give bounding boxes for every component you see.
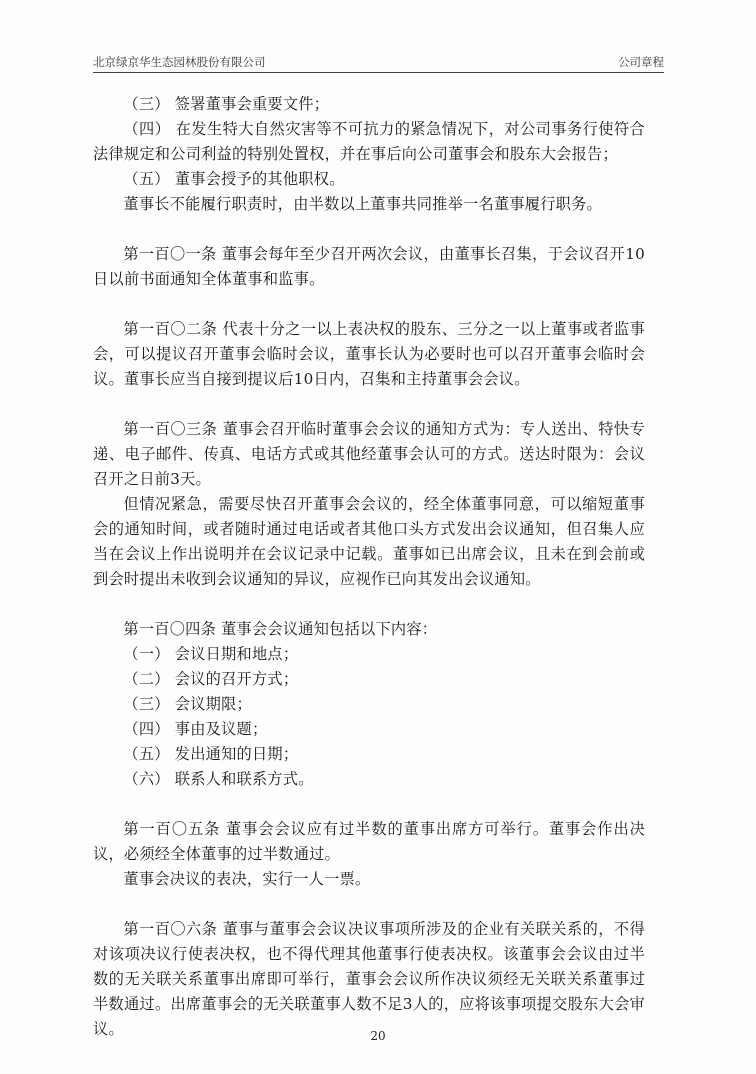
paragraph: 董事会决议的表决，实行一人一票。 xyxy=(123,870,371,888)
article-text: 董事会每年至少召开两次会议，由董事长召集，于会议召开10日以前书面通知全体董事和监事。 xyxy=(93,245,646,288)
page-header xyxy=(93,54,664,73)
document-body xyxy=(93,92,645,1042)
list-item: （一） 会议日期和地点； xyxy=(123,645,299,663)
article-text: 董事会会议应有过半数的董事出席方可举行。董事会作出决议，必须经全体董事的过半数通过。 xyxy=(93,820,646,863)
page-number: 20 xyxy=(370,1029,386,1043)
header-company-name: 北京绿京华生态园林股份有限公司 xyxy=(93,55,266,69)
article-number: 第一百〇一条 xyxy=(123,245,217,263)
article-number: 第一百〇六条 xyxy=(123,920,218,938)
list-item: （六） 联系人和联系方式。 xyxy=(123,770,314,788)
article-102 xyxy=(93,317,645,392)
list-item: （五） 董事会授予的其他职权。 xyxy=(123,170,345,188)
article-number: 第一百〇二条 xyxy=(123,320,218,338)
article-number: 第一百〇三条 xyxy=(123,420,218,438)
list-item: （四） 事由及议题； xyxy=(123,720,268,738)
article-103 xyxy=(93,417,645,492)
article-text: 代表十分之一以上表决权的股东、三分之一以上董事或者监事会，可以提议召开董事会临时会议，董事长认为必要时也可以召开董事会临时会议。董事长应当自接到提议后10日内，召集和主持董事会会议。 xyxy=(93,320,646,388)
article-104 xyxy=(93,617,645,642)
list-item: （三） 会议期限； xyxy=(123,695,252,713)
article-number: 第一百〇五条 xyxy=(123,820,221,838)
article-text: 董事与董事会会议决议事项所涉及的企业有关联关系的，不得对该项决议行使表决权，也不得代理其他董事行使表决权。该董事会会议由过半数的无关联关系董事出席即可举行，董事会会议所作决议须经无关联关系董事过半数通过。出席董事会的无关联董事人数不足3人的，应将该事项提交股东大会审议。 xyxy=(93,920,646,1038)
list-item: （五） 发出通知的日期； xyxy=(123,745,299,763)
article-text: 董事会召开临时董事会会议的通知方式为：专人送出、特快专递、电子邮件、传真、电话方式或其他经董事会认可的方式。送达时限为：会议召开之日前3天。 xyxy=(93,420,646,488)
list-item: （四） 在发生特大自然灾害等不可抗力的紧急情况下，对公司事务行使符合法律规定和公司利益的特别处置权，并在事后向公司董事会和股东大会报告； xyxy=(93,120,645,163)
paragraph: 但情况紧急，需要尽快召开董事会会议的，经全体董事同意，可以缩短董事会的通知时间，或者随时通过电话或者其他口头方式发出会议通知，但召集人应当在会议上作出说明并在会议记录中记载。董事如已出席会议，且未在到会前或到会时提出未收到会议通知的异议，应视作已向其发出会议通知。 xyxy=(93,495,645,588)
article-101 xyxy=(93,242,645,292)
header-document-title: 公司章程 xyxy=(618,55,664,69)
list-item: （三） 签署董事会重要文件； xyxy=(123,95,330,113)
article-number: 第一百〇四条 xyxy=(123,620,217,638)
paragraph: 董事长不能履行职责时，由半数以上董事共同推举一名董事履行职务。 xyxy=(123,195,602,213)
article-106 xyxy=(93,917,645,1042)
article-text: 董事会会议通知包括以下内容： xyxy=(221,620,438,638)
list-item: （二） 会议的召开方式； xyxy=(123,670,299,688)
article-105 xyxy=(93,817,645,867)
